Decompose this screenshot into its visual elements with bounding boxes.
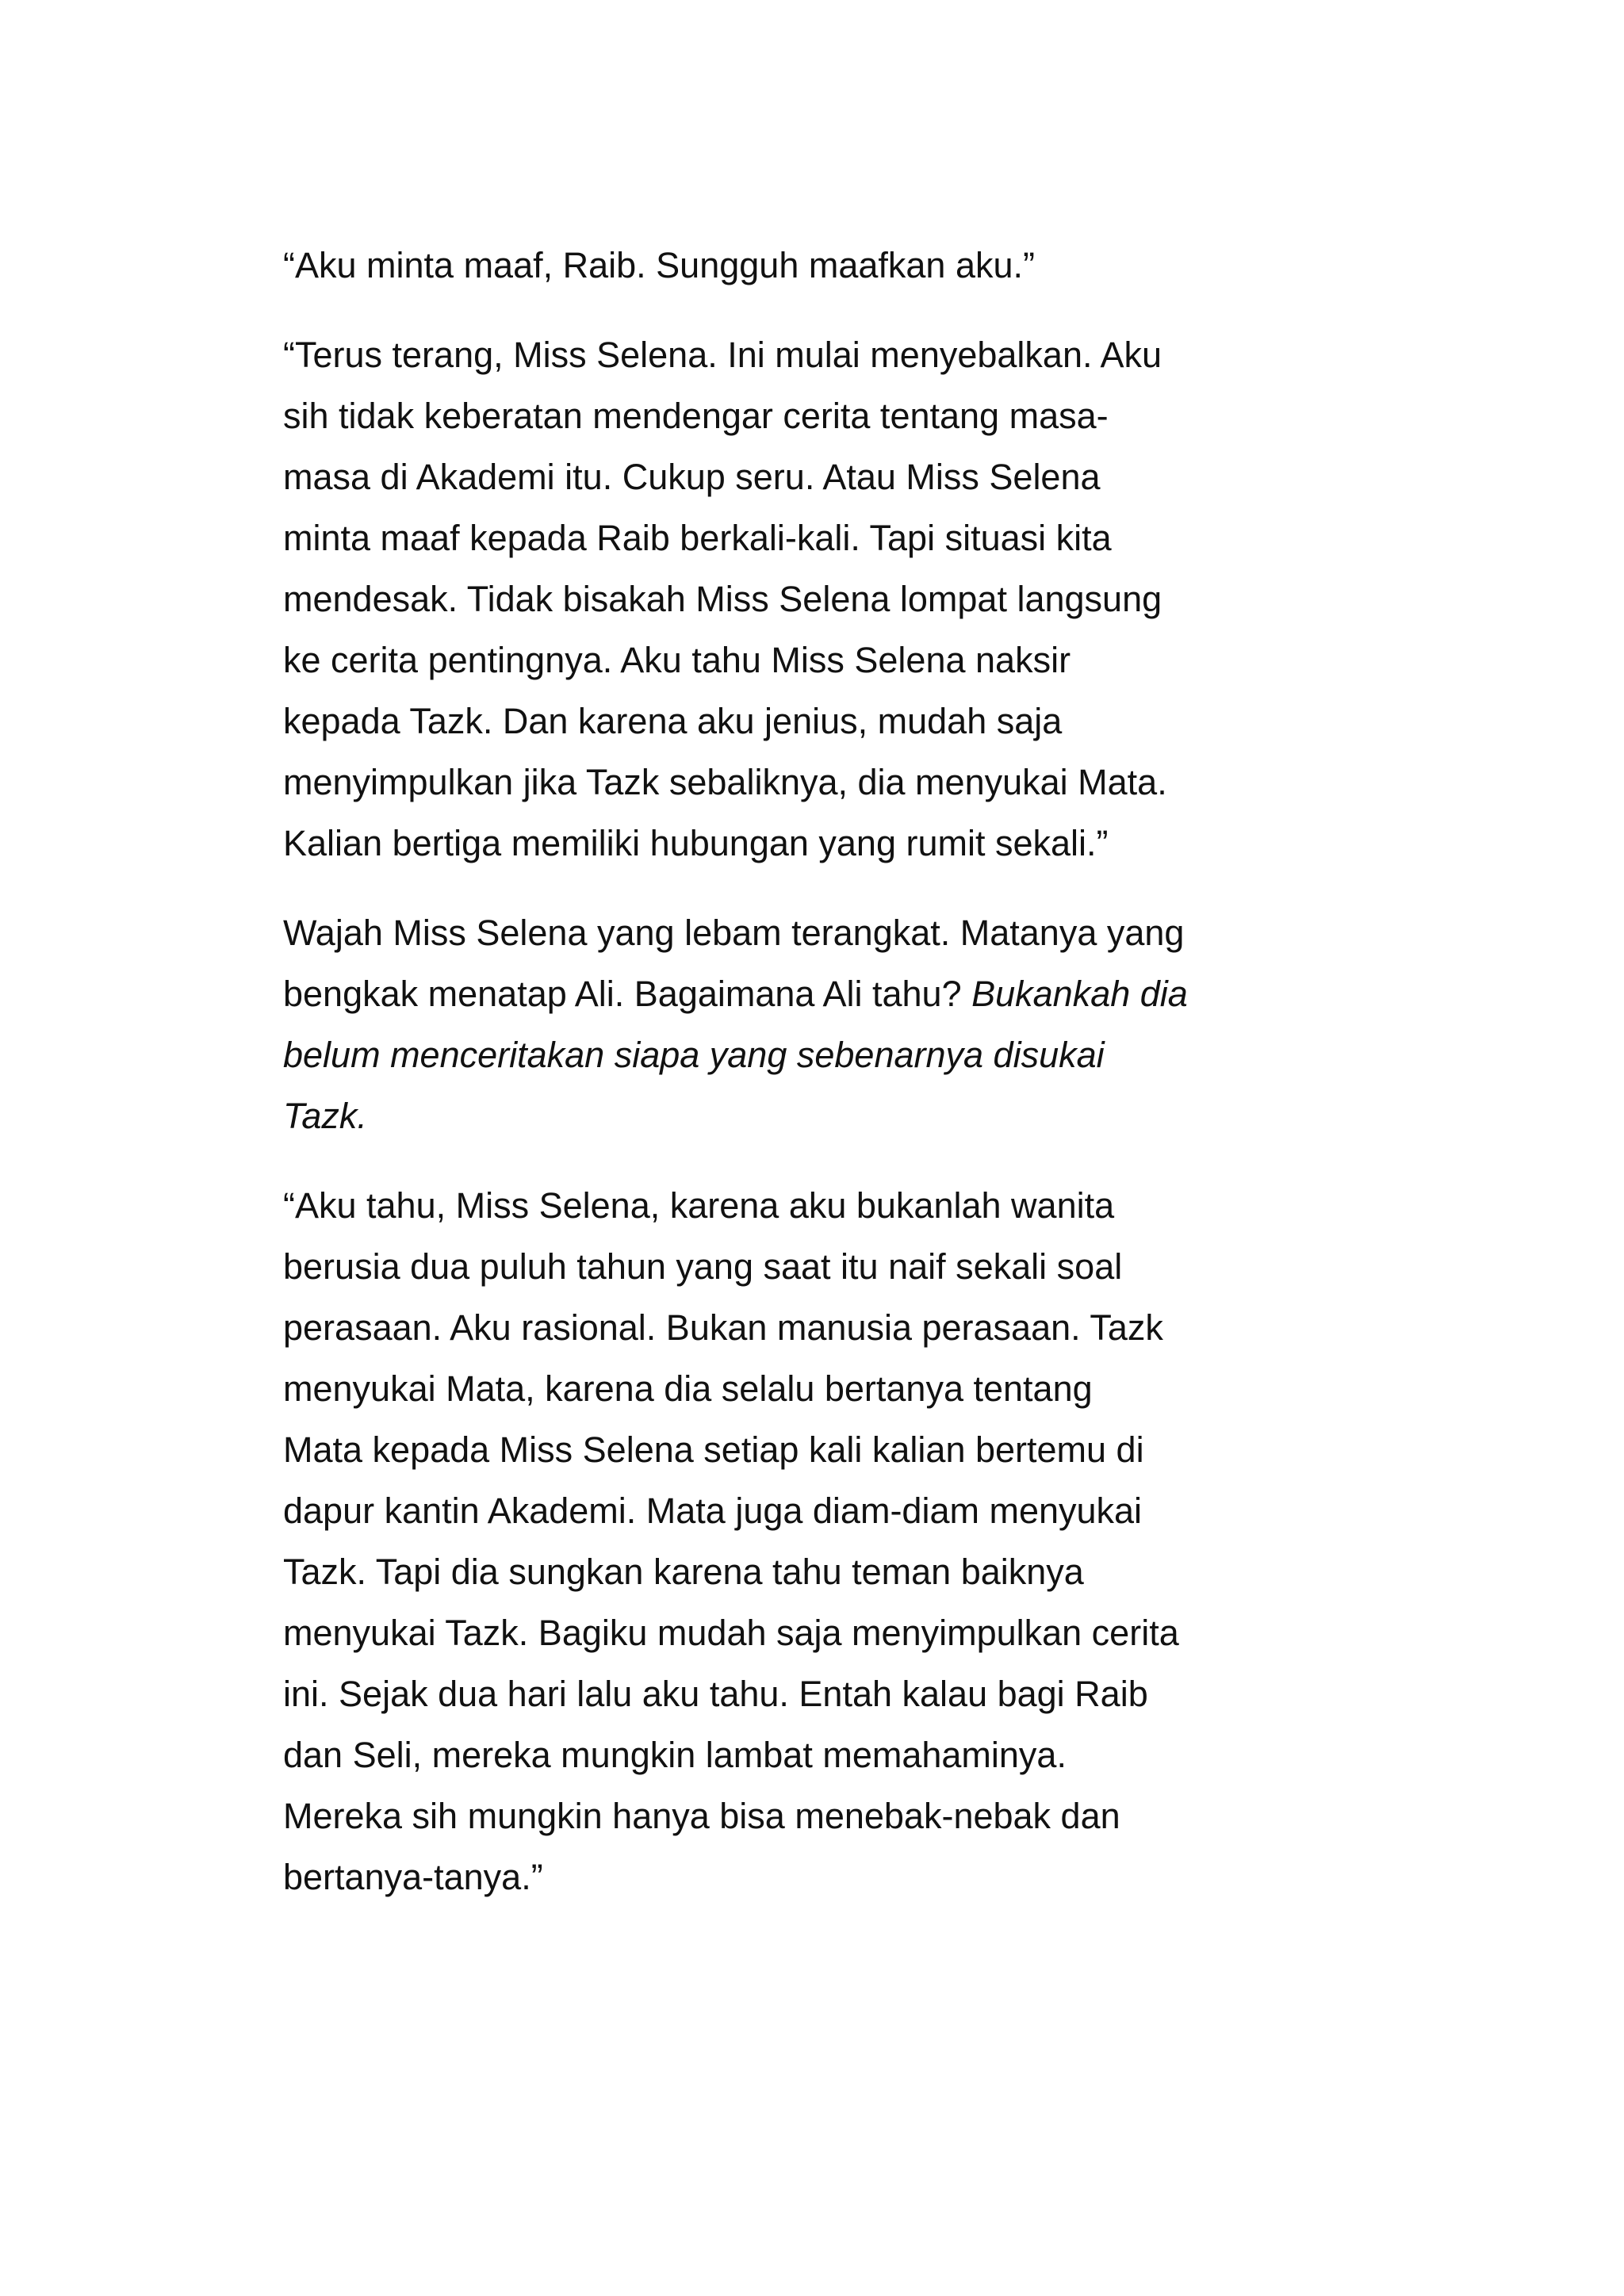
- text-line: mendesak. Tidak bisakah Miss Selena lompat langsung: [283, 579, 1162, 619]
- text-line: ini. Sejak dua hari lalu aku tahu. Entah kalau bagi Raib: [283, 1674, 1148, 1714]
- text-line: perasaan. Aku rasional. Bukan manusia perasaan. Tazk: [283, 1307, 1163, 1348]
- text-line: dan Seli, mereka mungkin lambat memahaminya.: [283, 1735, 1067, 1775]
- text-line: “Aku minta maaf, Raib. Sungguh maafkan aku.”: [283, 245, 1035, 285]
- text-line: “Aku tahu, Miss Selena, karena aku bukanlah wanita: [283, 1185, 1115, 1226]
- text-line: minta maaf kepada Raib berkali-kali. Tapi situasi kita: [283, 518, 1112, 558]
- text-line: menyukai Tazk. Bagiku mudah saja menyimpulkan cerita: [283, 1613, 1179, 1653]
- text-line: menyukai Mata, karena dia selalu bertanya tentang: [283, 1368, 1093, 1409]
- text-italic: Bukankah dia: [971, 974, 1188, 1014]
- text-line-italic: belum menceritakan siapa yang sebenarnya disukai: [283, 1035, 1105, 1075]
- text-line: berusia dua puluh tahun yang saat itu naif sekali soal: [283, 1246, 1123, 1287]
- text-line: Tazk. Tapi dia sungkan karena tahu teman baiknya: [283, 1552, 1084, 1592]
- text-line: Wajah Miss Selena yang lebam terangkat. Matanya yang: [283, 913, 1185, 953]
- text-line: [283, 963, 1393, 1024]
- text-line: menyimpulkan jika Tazk sebaliknya, dia menyukai Mata.: [283, 762, 1167, 802]
- paragraph-1: [283, 235, 1393, 296]
- text-regular: bengkak menatap Ali. Bagaimana Ali tahu?: [283, 974, 972, 1014]
- text-line: Mata kepada Miss Selena setiap kali kalian bertemu di: [283, 1429, 1144, 1470]
- text-line: masa di Akademi itu. Cukup seru. Atau Miss Selena: [283, 457, 1101, 497]
- text-line-italic: Tazk.: [283, 1096, 367, 1136]
- paragraph-4: [283, 1175, 1393, 1908]
- text-line: Kalian bertiga memiliki hubungan yang rumit sekali.”: [283, 823, 1109, 863]
- text-line: sih tidak keberatan mendengar cerita tentang masa-: [283, 396, 1109, 436]
- text-line: Mereka sih mungkin hanya bisa menebak-nebak dan: [283, 1796, 1120, 1836]
- text-line: kepada Tazk. Dan karena aku jenius, mudah saja: [283, 701, 1063, 741]
- text-line: ke cerita pentingnya. Aku tahu Miss Selena naksir: [283, 640, 1071, 680]
- body-text: [283, 235, 1393, 1936]
- paragraph-3: [283, 902, 1393, 1146]
- text-line: dapur kantin Akademi. Mata juga diam-diam menyukai: [283, 1490, 1143, 1531]
- text-line: “Terus terang, Miss Selena. Ini mulai menyebalkan. Aku: [283, 335, 1162, 375]
- text-line: bertanya-tanya.”: [283, 1857, 543, 1897]
- paragraph-2: [283, 324, 1393, 874]
